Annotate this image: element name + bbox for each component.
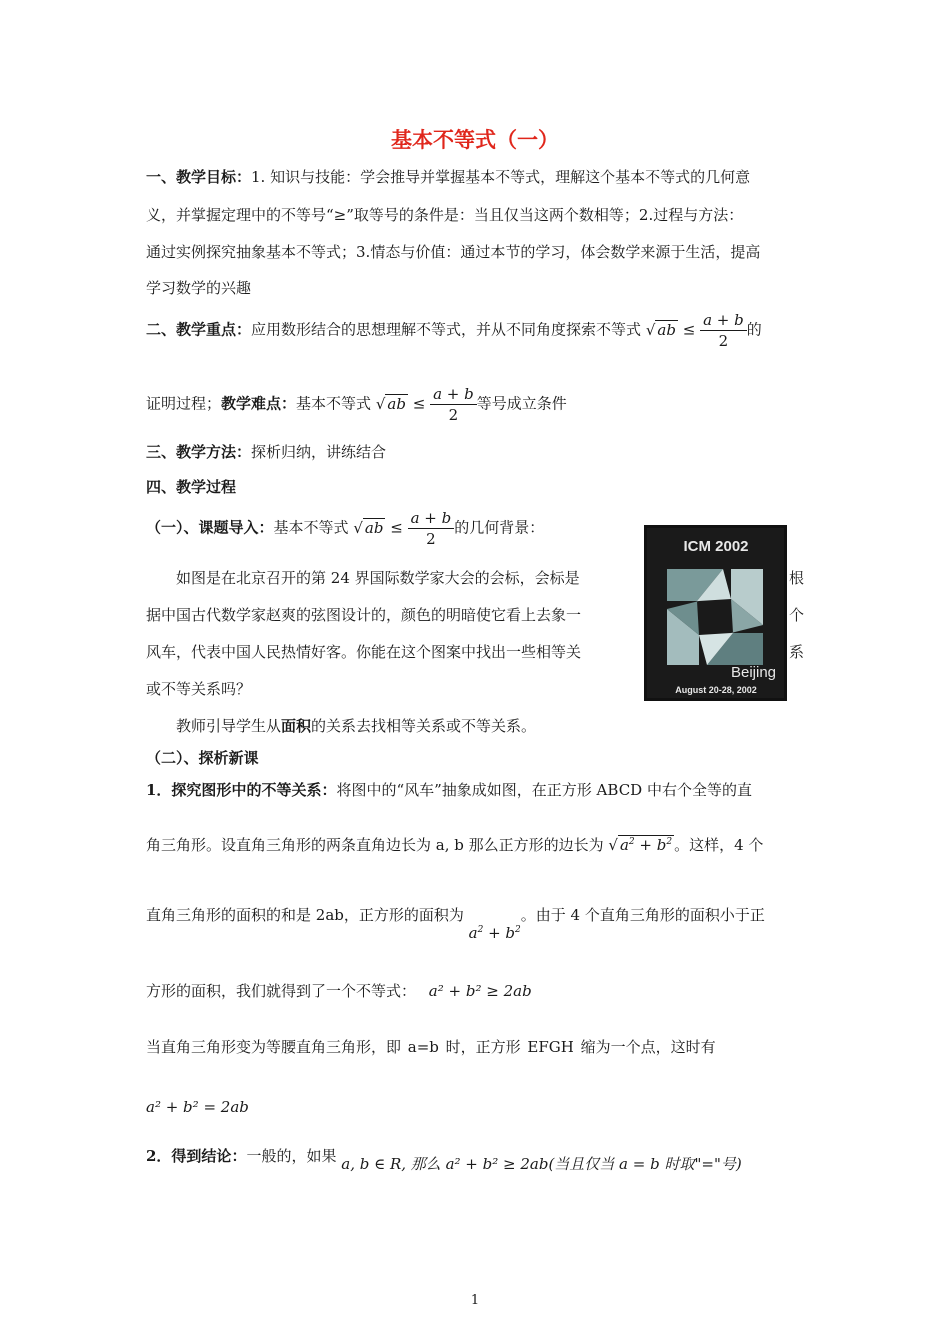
sqrt-ab: √ ab	[645, 320, 676, 339]
guide-pre: 教师引导学生从	[176, 717, 282, 735]
intro-para-line-2: 据中国古代数学家赵爽的弦图设计的，颜色的明暗使它看上去象一	[146, 606, 582, 624]
logo-city: Beijing	[730, 664, 776, 681]
new-lesson-heading: （二）、探析新课	[146, 749, 259, 767]
key-points-line	[146, 310, 762, 351]
fraction-a-plus-b-over-2: $\frac{a + b}{2}$	[430, 384, 477, 425]
le-sign: ≤	[412, 394, 426, 413]
difficulty-after: 等号成立条件	[476, 394, 567, 413]
intro-para-line-4: 或不等关系吗？	[146, 680, 252, 698]
objectives-line-4: 学习数学的兴趣	[146, 279, 252, 297]
logo-title: ICM 2002	[683, 538, 749, 555]
difficulty-line	[146, 384, 567, 425]
intro-after: 的几何背景：	[454, 518, 545, 537]
methods-text: 探析归纳，讲练结合	[251, 443, 387, 461]
right-word-2: 个	[789, 606, 805, 624]
right-word-1: 根	[789, 569, 805, 587]
sqrt-ab: √ ab	[375, 394, 406, 413]
conclusion-formula: a, b ∈ R, 那么 a² + b² ≥ 2ab(当且仅当 a = b 时取"="号)	[341, 1155, 742, 1173]
intro-label: （一）、课题导入：	[146, 518, 274, 537]
item2-label: 2．得到结论：	[146, 1147, 247, 1165]
item2-text: 一般的，如果	[246, 1147, 337, 1165]
logo-dates: August 20-28, 2002	[675, 685, 757, 695]
objectives-text: 1. 知识与技能：学会推导并掌握基本不等式，理解这个基本不等式的几何意	[251, 168, 751, 186]
item1-line3-pre: 直角三角形的面积的和是 2ab，正方形的面积为	[146, 906, 464, 924]
key-points-text: 应用数形结合的思想理解不等式，并从不同角度探索不等式	[251, 320, 642, 339]
key-points-label: 二、教学重点：	[146, 320, 252, 339]
objectives-line-2: 义，并掌握定理中的不等号“≥”取等号的条件是：当且仅当这两个数相等；2.过程与方法：	[146, 206, 744, 224]
item1-line-1	[146, 779, 752, 800]
item1-label: 1．探究图形中的不等关系：	[146, 781, 337, 799]
item1-line2-post: 。这样，4 个	[674, 836, 764, 854]
intro-para-line-1: 如图是在北京召开的第 24 界国际数学家大会的会标，会标是	[176, 569, 580, 587]
equality-1: a² + b² = 2ab	[146, 1098, 249, 1116]
difficulty-label: 教学难点：	[221, 394, 297, 413]
guide-post: 的关系去找相等关系或不等关系。	[311, 717, 537, 735]
objectives-line-1	[146, 166, 750, 187]
item1-line3-post: 。由于 4 个直角三角形的面积小于正	[520, 906, 765, 924]
item1-line-3	[146, 904, 765, 942]
page-title: 基本不等式（一）	[391, 127, 559, 152]
intro-para-line-3: 风车，代表中国人民热情好客。你能在这个图案中找出一些相等关	[146, 643, 582, 661]
page-number: 1	[470, 1293, 480, 1308]
fraction-a-plus-b-over-2: $\frac{a + b}{2}$	[408, 508, 455, 549]
guide-line	[176, 715, 536, 736]
item1-line-4	[146, 980, 532, 1001]
icm-2002-logo	[644, 525, 787, 701]
le-sign: ≤	[390, 518, 403, 537]
methods-line	[146, 441, 386, 462]
intro-text: 基本不等式	[273, 518, 349, 537]
inequality-1: a² + b² ≥ 2ab	[428, 982, 532, 1000]
item1-line-5: 当直角三角形变为等腰直角三角形，即 a=b 时，正方形 EFGH 缩为一个点，这时有	[146, 1038, 716, 1056]
methods-label: 三、教学方法：	[146, 443, 252, 461]
area-a2-plus-b2: $a^2 + b^2$	[468, 924, 521, 942]
fraction-a-plus-b-over-2: $\frac{a + b}{2}$	[700, 310, 747, 351]
item1-line4-pre: 方形的面积，我们就得到了一个不等式：	[146, 982, 417, 1000]
proof-text: 证明过程；	[146, 394, 222, 413]
guide-bold: 面积	[281, 717, 312, 735]
process-heading: 四、教学过程	[146, 478, 237, 496]
item2-line	[146, 1145, 742, 1173]
objectives-label: 一、教学目标：	[146, 168, 252, 186]
sqrt-ab: √ ab	[353, 518, 384, 537]
item1-text: 将图中的“风车”抽象成如图，在正方形 ABCD 中右个全等的直	[336, 781, 752, 799]
right-word-3: 系	[789, 643, 805, 661]
item1-line-2	[146, 834, 763, 855]
intro-line	[146, 508, 544, 549]
objectives-line-3: 通过实例探究抽象基本不等式；3.情态与价值：通过本节的学习，体会数学来源于生活，提高	[146, 243, 761, 261]
item1-line2-pre: 角三角形。设直角三角形的两条直角边长为 a, b 那么正方形的边长为	[146, 836, 604, 854]
difficulty-text: 基本不等式	[296, 394, 372, 413]
le-sign: ≤	[682, 320, 696, 339]
key-points-after: 的	[746, 320, 762, 339]
sqrt-a2-plus-b2: √ $a^2 + b^2$	[608, 836, 673, 854]
